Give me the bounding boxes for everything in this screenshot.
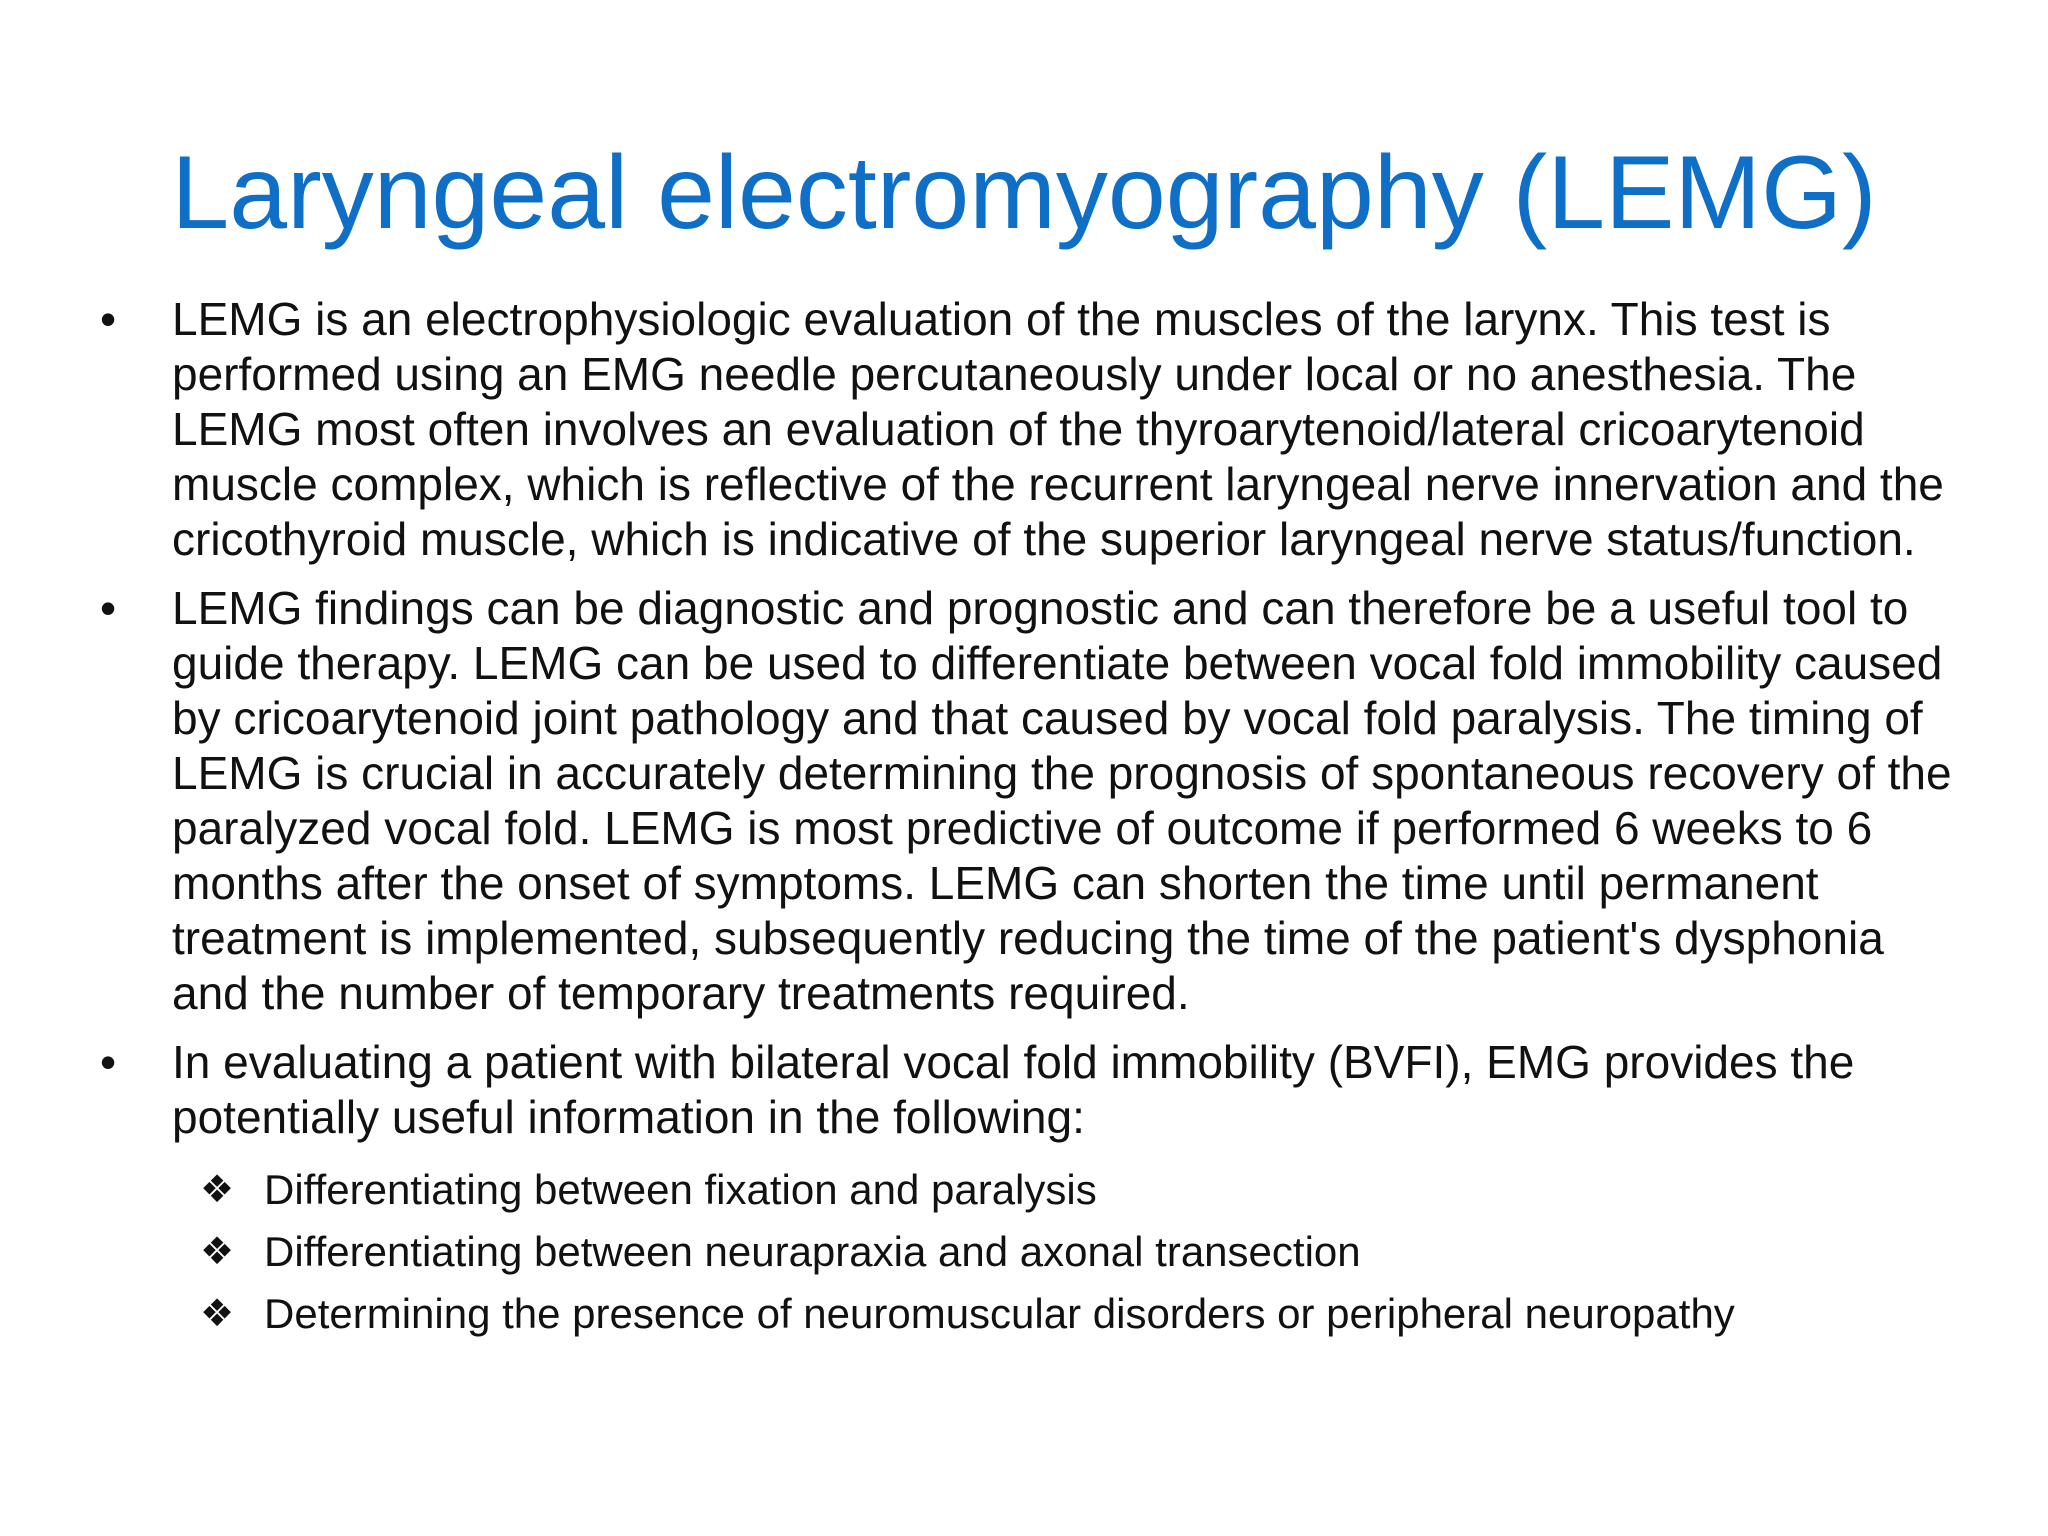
slide-title: Laryngeal electromyography (LEMG): [171, 135, 1877, 251]
bullet-icon: •: [99, 1036, 117, 1088]
sub-bullet-text: Differentiating between neurapraxia and axonal transection: [264, 1228, 1361, 1275]
bullet-icon: •: [99, 293, 117, 345]
diamond-bullet-icon: ❖: [200, 1293, 235, 1335]
diamond-bullet-icon: ❖: [200, 1169, 235, 1211]
sub-bullet-list: [88, 1159, 1968, 1345]
sub-bullet-item: [88, 1159, 1968, 1221]
diamond-bullet-icon: ❖: [200, 1231, 235, 1273]
bullet-item: [88, 1035, 1968, 1145]
bullet-text: LEMG is an electrophysiologic evaluation of the muscles of the larynx. This test is performed using an EMG needle percutaneously under local or no anesthesia. The LEMG most often involves an evaluation of the thyroarytenoid/lateral cricoarytenoid muscle complex, which is reflective of the recurrent laryngeal nerve innervation and the cricothyroid muscle, which is indicative of the superior laryngeal nerve status/function.: [172, 293, 1944, 565]
sub-bullet-item: [88, 1221, 1968, 1283]
bullet-item: [88, 292, 1968, 567]
sub-bullet-item: [88, 1283, 1968, 1345]
bullet-item: [88, 581, 1968, 1021]
sub-bullet-text: Determining the presence of neuromuscular disorders or peripheral neuropathy: [264, 1290, 1735, 1337]
slide-content: [88, 292, 1968, 1345]
bullet-icon: •: [99, 582, 117, 634]
bullet-text: In evaluating a patient with bilateral vocal fold immobility (BVFI), EMG provides the potentially useful information in the following:: [172, 1036, 1855, 1143]
sub-bullet-text: Differentiating between fixation and paralysis: [264, 1166, 1097, 1213]
bullet-text: LEMG findings can be diagnostic and prognostic and can therefore be a useful tool to guide therapy. LEMG can be used to differentiate between vocal fold immobility caused by cricoarytenoid joint pathology and that caused by vocal fold paralysis. The timing of LEMG is crucial in accurately determining the prognosis of spontaneous recovery of the paralyzed vocal fold. LEMG is most predictive of outcome if performed 6 weeks to 6 months after the onset of symptoms. LEMG can shorten the time until permanent treatment is implemented, subsequently reducing the time of the patient's dysphonia and the number of temporary treatments required.: [172, 582, 1952, 1019]
